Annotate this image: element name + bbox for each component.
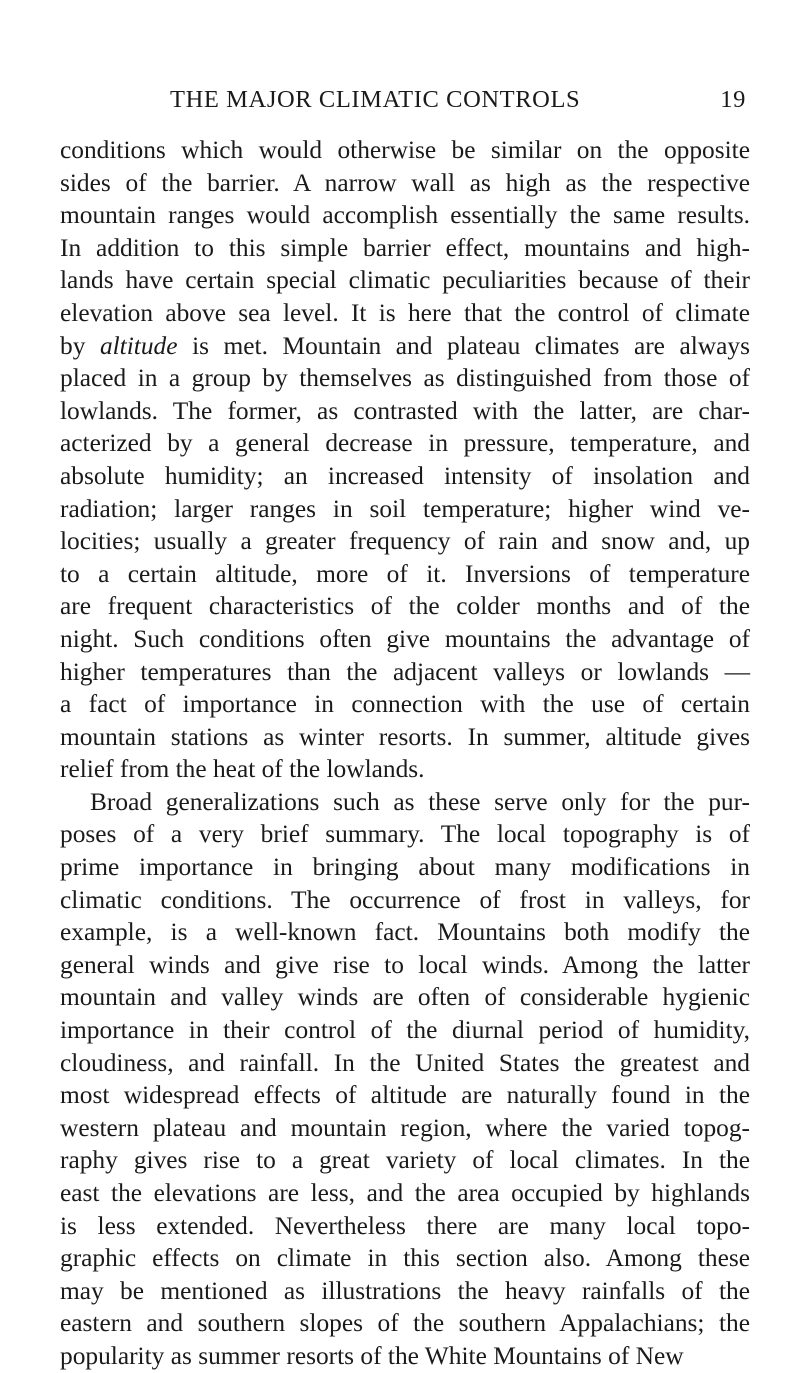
text-line: to a certain altitude, more of it. Inversions of temperature [60,559,750,588]
text-line: cloudiness, and rainfall. In the United States the greatest and [60,1048,750,1077]
body-text [60,134,750,1373]
text-line: a fact of importance in connection with the use of certain [60,690,750,719]
text-line: lowlands. The former, as contrasted with the latter, are char- [60,396,750,425]
text-line: popularity as summer resorts of the White Mountains of New [60,1341,684,1370]
text-line: raphy gives rise to a great variety of local climates. In the [60,1146,750,1175]
text-line: acterized by a general decrease in pressure, temperature, and [60,429,750,458]
text-line: western plateau and mountain region, where the varied topog- [60,1113,750,1142]
text-line: climatic conditions. The occurrence of frost in valleys, for [60,885,750,914]
text-line: relief from the heat of the lowlands. [60,755,425,784]
text-line: higher temperatures than the adjacent valleys or lowlands — [60,657,750,686]
text-line: graphic effects on climate in this section also. Among these [60,1244,750,1273]
text-line: general winds and give rise to local winds. Among the latter [60,950,750,979]
text-line: are frequent characteristics of the colder months and of the [60,592,750,621]
paragraph-2 [60,786,750,1373]
text-line: example, is a well-known fact. Mountains both modify the [60,918,750,947]
text-line: Broad generalizations such as these serve only for the pur- [90,787,750,816]
text-line: mountain and valley winds are often of considerable hygienic [60,983,750,1012]
running-head [60,86,750,120]
text-line: poses of a very brief summary. The local topography is of [60,820,750,849]
chapter-title: THE MAJOR CLIMATIC CONTROLS [170,86,581,113]
text-line: sides of the barrier. A narrow wall as high as the respective [60,168,750,197]
text-line: mountain ranges would accomplish essentially the same results. [60,201,750,230]
text-line: prime importance in bringing about many modifications in [60,853,750,882]
text-line [60,330,750,363]
text-line: may be mentioned as illustrations the heavy rainfalls of the [60,1276,750,1305]
text-line: radiation; larger ranges in soil temperature; higher wind ve- [60,494,750,523]
text-line: is less extended. Nevertheless there are many local topo- [60,1211,750,1240]
text-line: conditions which would otherwise be similar on the opposite [60,136,750,164]
italic-term: altitude [99,331,178,360]
book-page [60,86,750,1373]
text-line: In addition to this simple barrier effect, mountains and high- [60,233,750,262]
text-line: most widespread effects of altitude are naturally found in the [60,1081,750,1110]
text-line: mountain stations as winter resorts. In summer, altitude gives [60,722,750,751]
page-number: 19 [720,86,746,113]
paragraph-1 [60,134,750,786]
text-line: lands have certain special climatic peculiarities because of their [60,266,750,295]
text-line: elevation above sea level. It is here that the control of climate [60,298,750,327]
text-fragment: by [60,331,86,360]
text-line: east the elevations are less, and the area occupied by highlands [60,1179,750,1207]
text-line: locities; usually a greater frequency of rain and snow and, up [60,527,750,556]
text-line: importance in their control of the diurnal period of humidity, [60,1016,750,1045]
text-line: absolute humidity; an increased intensity of insolation and [60,461,750,490]
text-line: eastern and southern slopes of the southern Appalachians; the [60,1309,750,1338]
text-line: night. Such conditions often give mountains the advantage of [60,624,750,653]
text-line: placed in a group by themselves as distinguished from those of [60,364,750,393]
text-fragment: is met. Mountain and plateau climates are always [192,331,750,360]
